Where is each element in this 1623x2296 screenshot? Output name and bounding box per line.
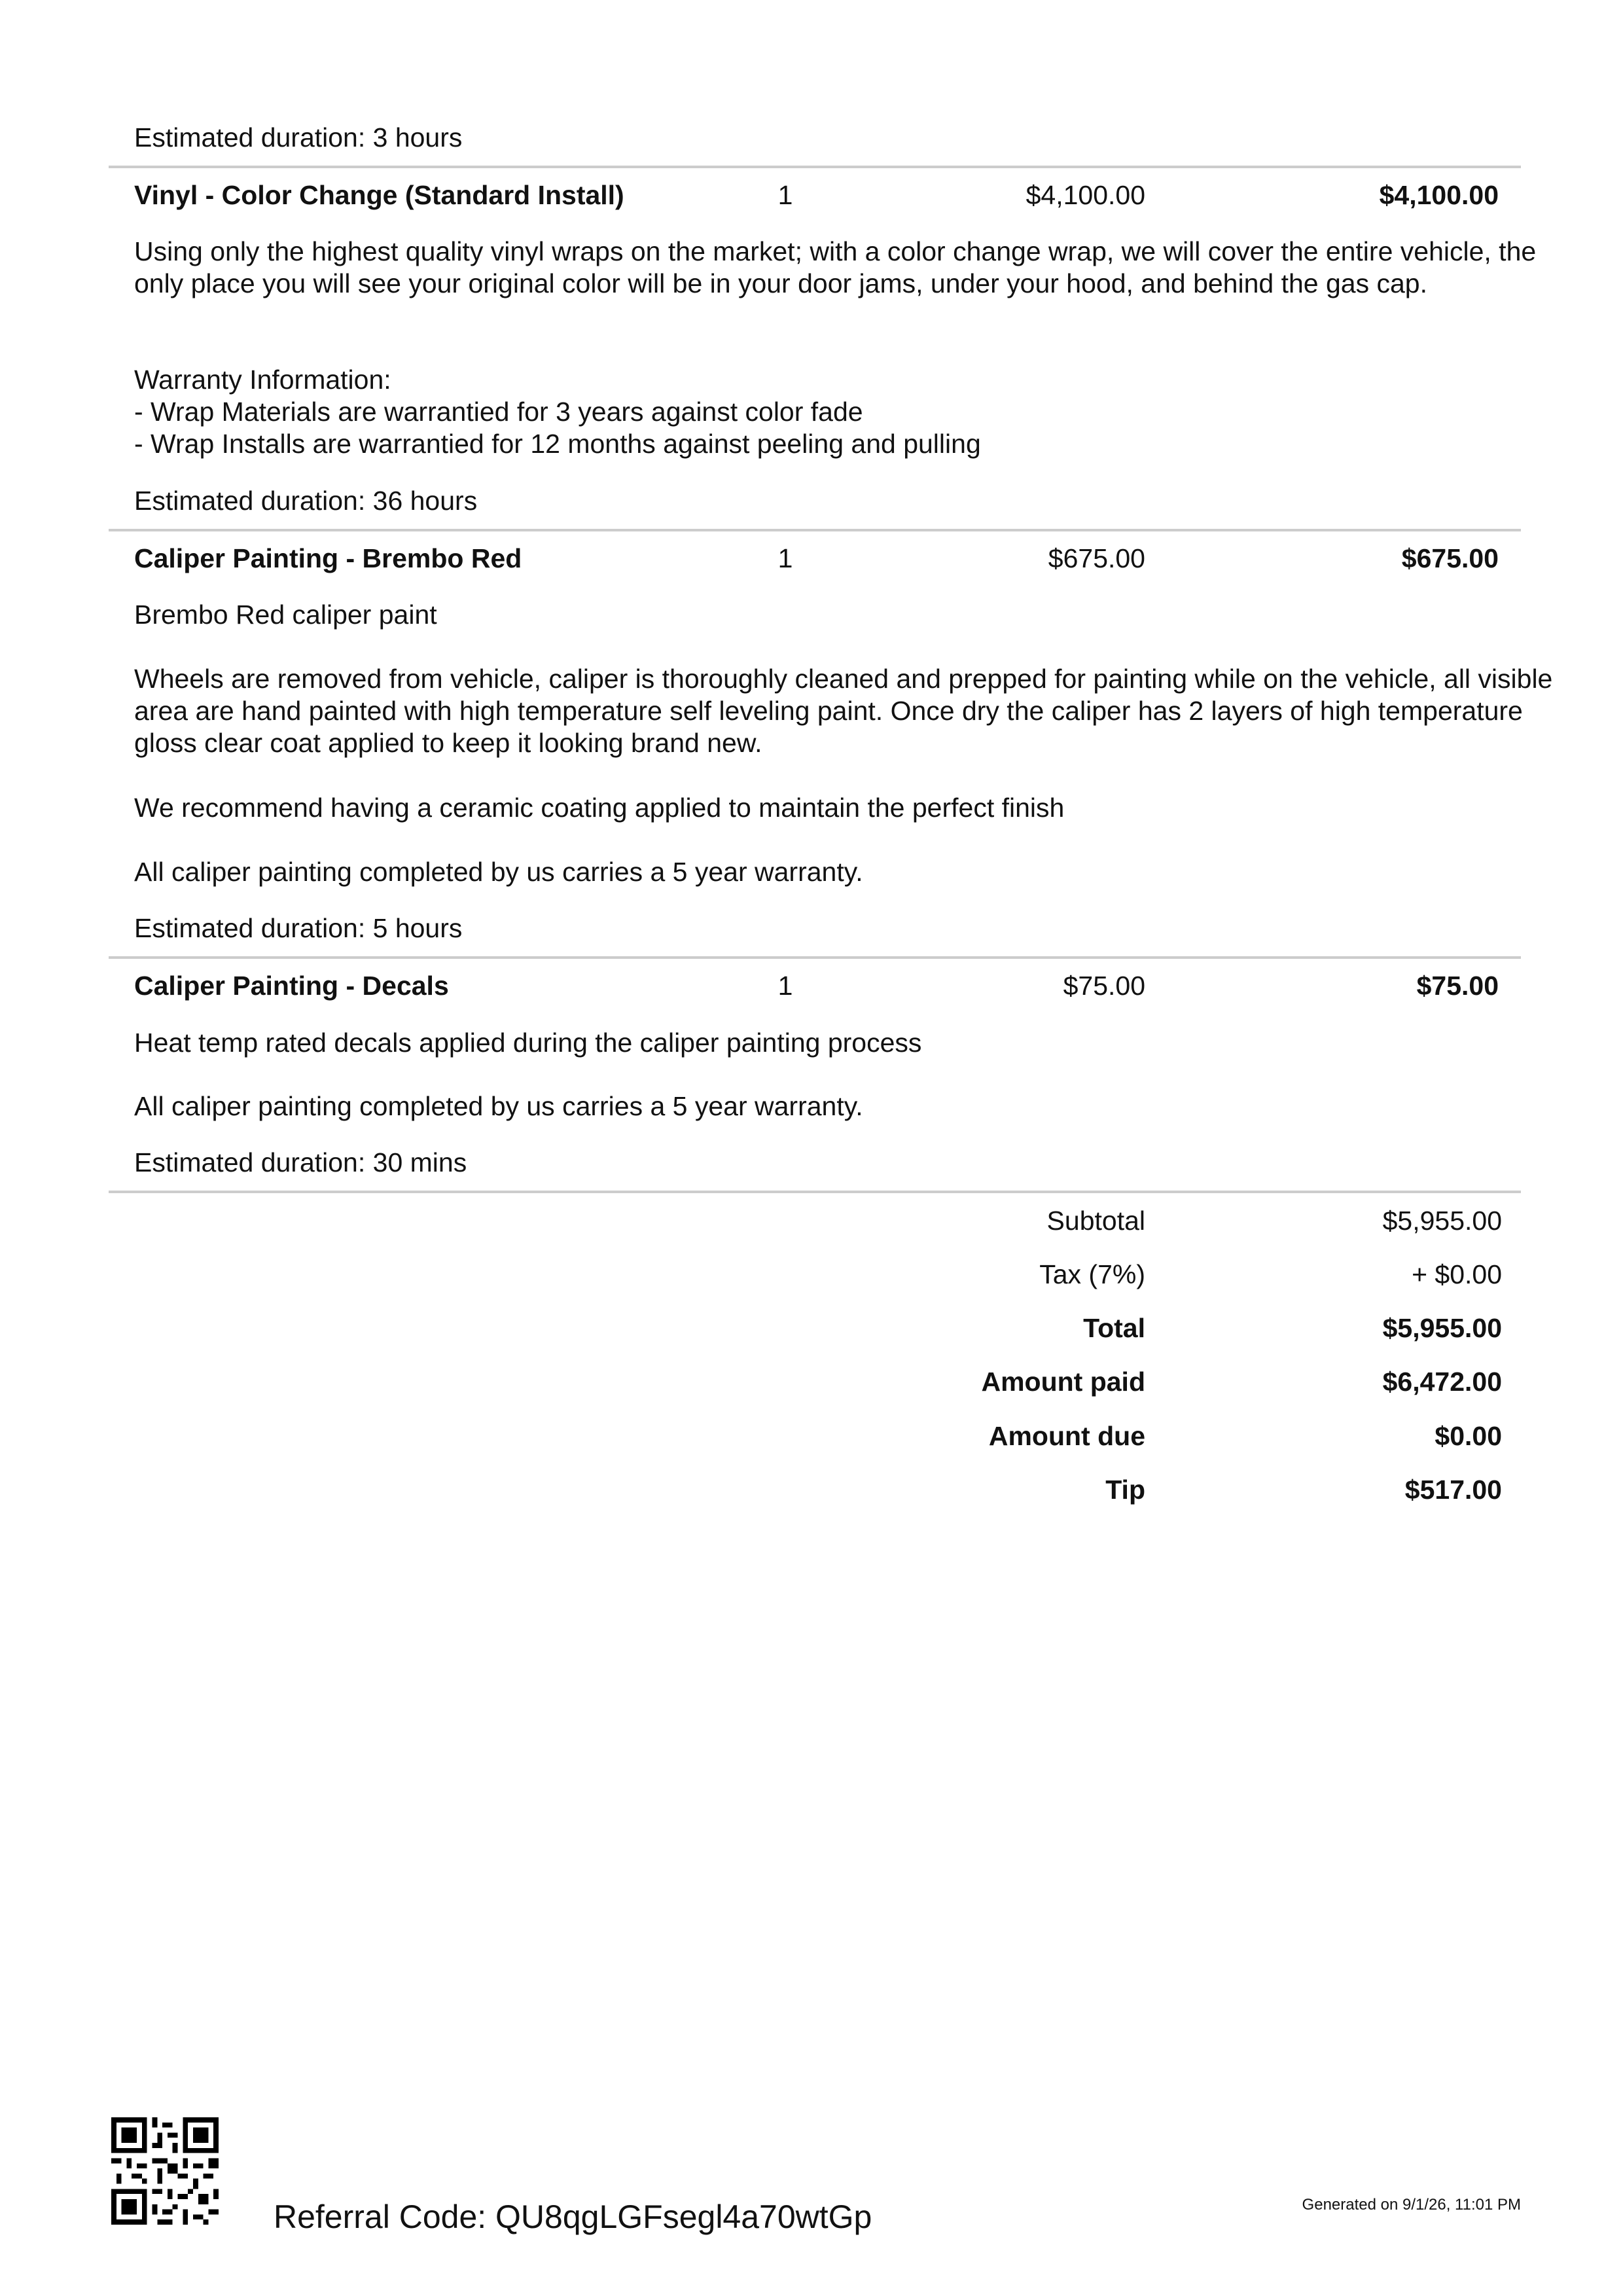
item-duration: Estimated duration: 36 hours	[134, 486, 478, 516]
item-price: $675.00	[1048, 543, 1145, 573]
warranty-title: Warranty Information:	[134, 365, 391, 395]
tip-value: $517.00	[1404, 1475, 1502, 1505]
item-qty: 1	[777, 971, 793, 1001]
subtotal-value: $5,955.00	[1382, 1206, 1502, 1236]
item-price: $4,100.00	[1026, 180, 1145, 210]
item-duration: Estimated duration: 5 hours	[134, 913, 463, 943]
amount-due-value: $0.00	[1435, 1421, 1502, 1451]
item-description: Using only the highest quality vinyl wraps on the market; with a color change wrap, we will cover the entire vehicle, the only place you will see your original color will be in your door jams, under your hood, and behind the gas cap.	[134, 236, 1537, 298]
divider	[109, 529, 1521, 531]
referral-code: Referral Code: QU8qgLGFsegl4a70wtGp	[274, 2198, 872, 2235]
divider	[109, 1191, 1521, 1193]
warranty-line: - Wrap Installs are warrantied for 12 months against peeling and pulling	[134, 429, 981, 459]
item-total: $675.00	[1401, 543, 1499, 573]
item-qty: 1	[777, 543, 793, 573]
item-description: Wheels are removed from vehicle, caliper is thoroughly cleaned and prepped for painting while on the vehicle, all visible area are hand painted with high temperature self leveling paint. Once dry the caliper has 2 layers of high temperature gloss clear coat applied to keep it looking brand new.	[134, 664, 1553, 758]
item-description: Brembo Red caliper paint	[134, 600, 437, 630]
item-name: Caliper Painting - Brembo Red	[134, 543, 522, 573]
amount-paid-label: Amount paid	[981, 1367, 1145, 1397]
item-description: Heat temp rated decals applied during the caliper painting process	[134, 1028, 922, 1058]
item-name: Caliper Painting - Decals	[134, 971, 449, 1001]
item-warranty: All caliper painting completed by us carries a 5 year warranty.	[134, 857, 863, 887]
item-name: Vinyl - Color Change (Standard Install)	[134, 180, 624, 210]
tip-label: Tip	[1105, 1475, 1145, 1505]
generated-timestamp: Generated on 9/1/26, 11:01 PM	[1302, 2196, 1521, 2214]
item-qty: 1	[777, 180, 793, 210]
intro-duration: Estimated duration: 3 hours	[134, 122, 463, 152]
item-duration: Estimated duration: 30 mins	[134, 1147, 467, 1177]
item-price: $75.00	[1063, 971, 1145, 1001]
qr-code	[111, 2117, 219, 2225]
total-label: Total	[1083, 1313, 1145, 1343]
divider	[109, 166, 1521, 168]
item-total: $4,100.00	[1379, 180, 1499, 210]
divider	[109, 956, 1521, 959]
tax-label: Tax (7%)	[1039, 1259, 1145, 1289]
warranty-line: - Wrap Materials are warrantied for 3 years against color fade	[134, 397, 863, 427]
amount-paid-value: $6,472.00	[1382, 1367, 1502, 1397]
item-total: $75.00	[1416, 971, 1499, 1001]
subtotal-label: Subtotal	[1046, 1206, 1145, 1236]
tax-value: + $0.00	[1412, 1259, 1502, 1289]
total-value: $5,955.00	[1382, 1313, 1502, 1343]
item-description: We recommend having a ceramic coating applied to maintain the perfect finish	[134, 793, 1065, 823]
item-warranty: All caliper painting completed by us carries a 5 year warranty.	[134, 1091, 863, 1121]
amount-due-label: Amount due	[988, 1421, 1145, 1451]
